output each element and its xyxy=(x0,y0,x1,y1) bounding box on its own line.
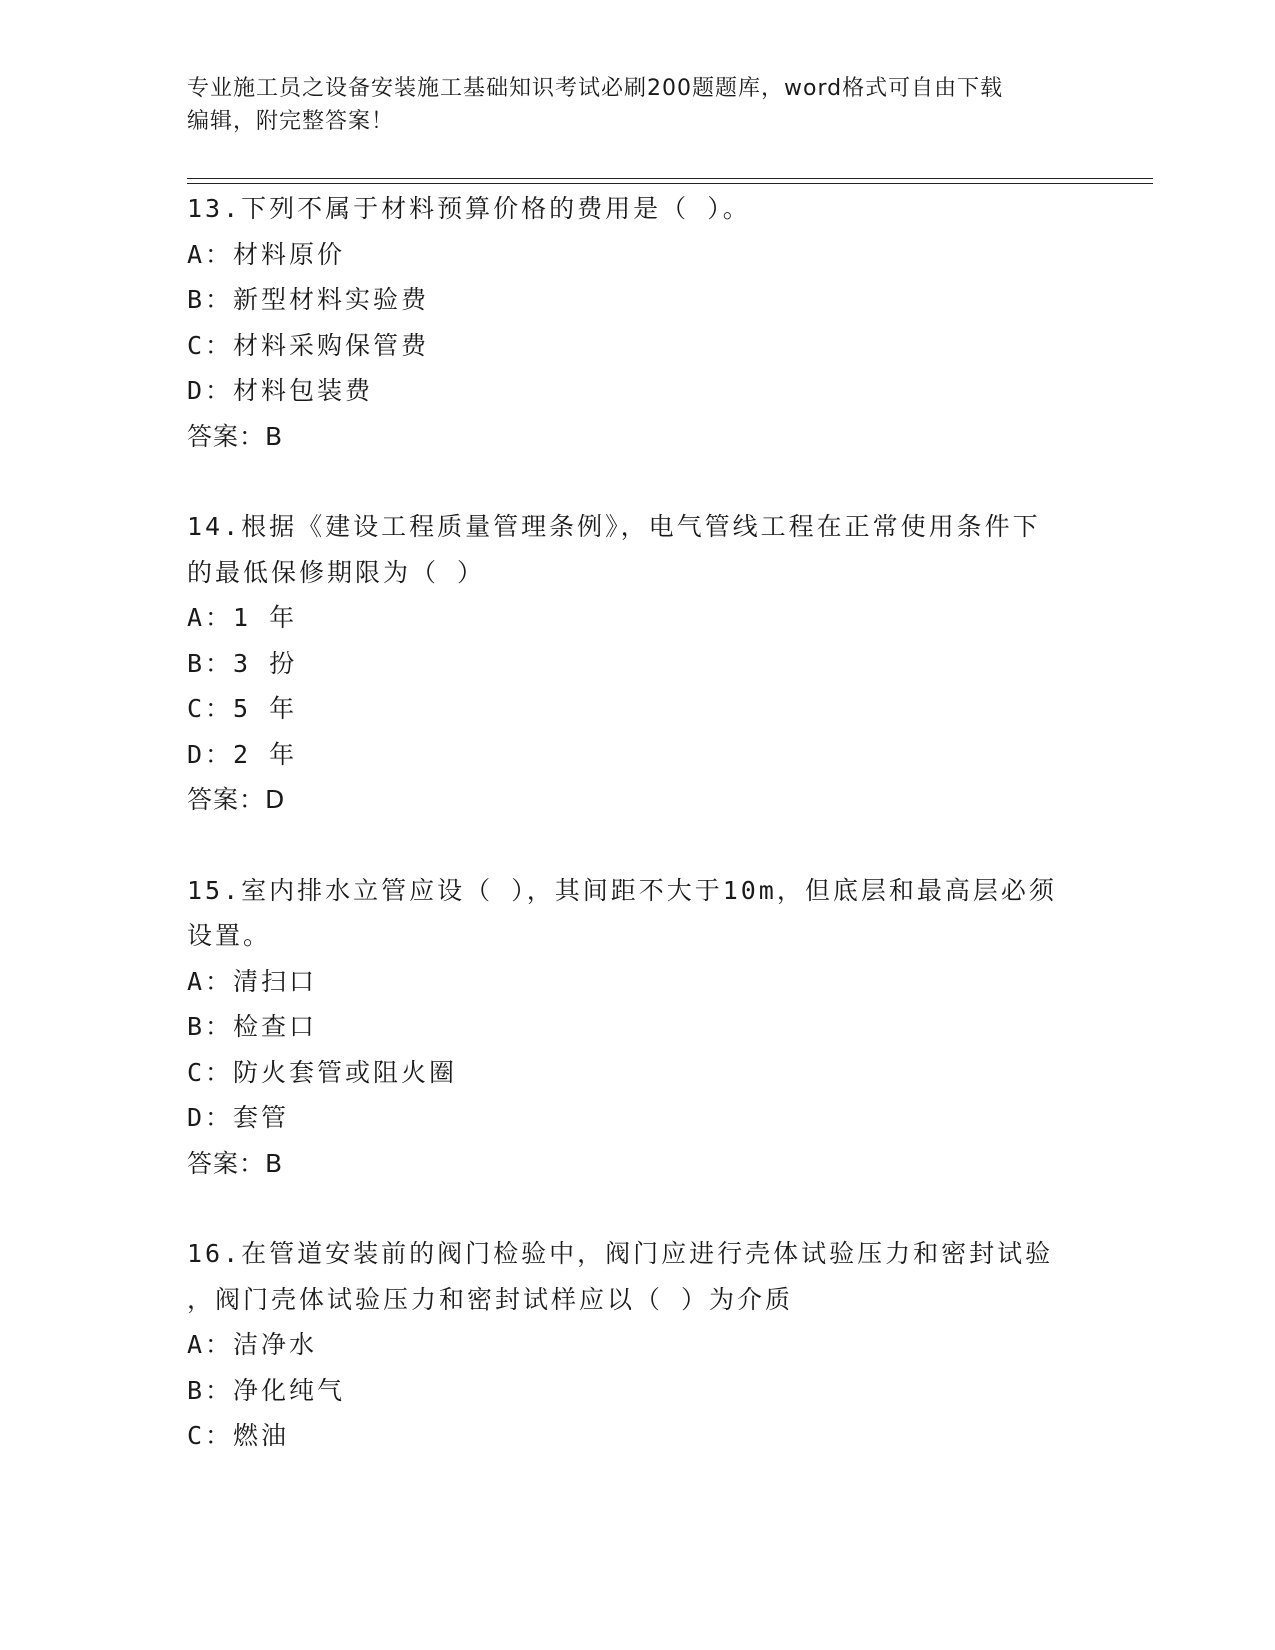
document-header xyxy=(187,72,1087,138)
option-a: A：材料原价 xyxy=(187,239,346,269)
option-a: A：洁净水 xyxy=(187,1330,318,1359)
question-stem: 13.下列不属于材料预算价格的费用是（ ）。 xyxy=(187,194,751,223)
header-divider-bottom xyxy=(187,183,1153,184)
answer-line: 答案：B xyxy=(187,421,284,451)
question-13 xyxy=(187,186,1087,459)
option-c: C：防火套管或阻火圈 xyxy=(187,1057,458,1087)
option-d: D：套管 xyxy=(187,1103,290,1132)
question-list xyxy=(187,186,1087,1504)
question-16 xyxy=(187,1231,1087,1459)
question-stem-line-2: ，阀门壳体试验压力和密封试样应以（ ）为介质 xyxy=(187,1284,794,1314)
question-15 xyxy=(187,868,1087,1187)
question-14 xyxy=(187,504,1087,823)
question-stem-line-1: 14.根据《建设工程质量管理条例》，电气管线工程在正常使用条件下 xyxy=(187,512,1041,541)
header-title-line-2: 编辑，附完整答案！ xyxy=(187,109,395,134)
header-title-line-1: 专业施工员之设备安装施工基础知识考试必刷200题题库，word格式可自由下载 xyxy=(187,76,1004,101)
question-stem-line-1: 15.室内排水立管应设（ ），其间距不大于10m，但底层和最高层必须 xyxy=(187,875,1057,905)
option-a: A：清扫口 xyxy=(187,966,318,996)
option-c: C：材料采购保管费 xyxy=(187,330,430,360)
option-d: D：2 年 xyxy=(187,739,298,769)
question-stem-line-1: 16.在管道安装前的阀门检验中，阀门应进行壳体试验压力和密封试验 xyxy=(187,1239,1054,1268)
header-divider-top xyxy=(187,178,1153,179)
option-b: B：检查口 xyxy=(187,1012,318,1041)
option-d: D：材料包装费 xyxy=(187,376,374,405)
option-b: B：新型材料实验费 xyxy=(187,285,430,314)
option-c: C：5 年 xyxy=(187,694,298,723)
option-b: B：3 扮 xyxy=(187,648,298,678)
option-b: B：净化纯气 xyxy=(187,1375,346,1405)
answer-line: 答案：D xyxy=(187,785,286,814)
option-c: C：燃油 xyxy=(187,1421,290,1450)
question-stem-line-2: 的最低保修期限为（ ） xyxy=(187,557,486,587)
question-stem-line-2: 设置。 xyxy=(187,921,272,950)
answer-line: 答案：B xyxy=(187,1148,284,1178)
option-a: A：1 年 xyxy=(187,603,298,632)
